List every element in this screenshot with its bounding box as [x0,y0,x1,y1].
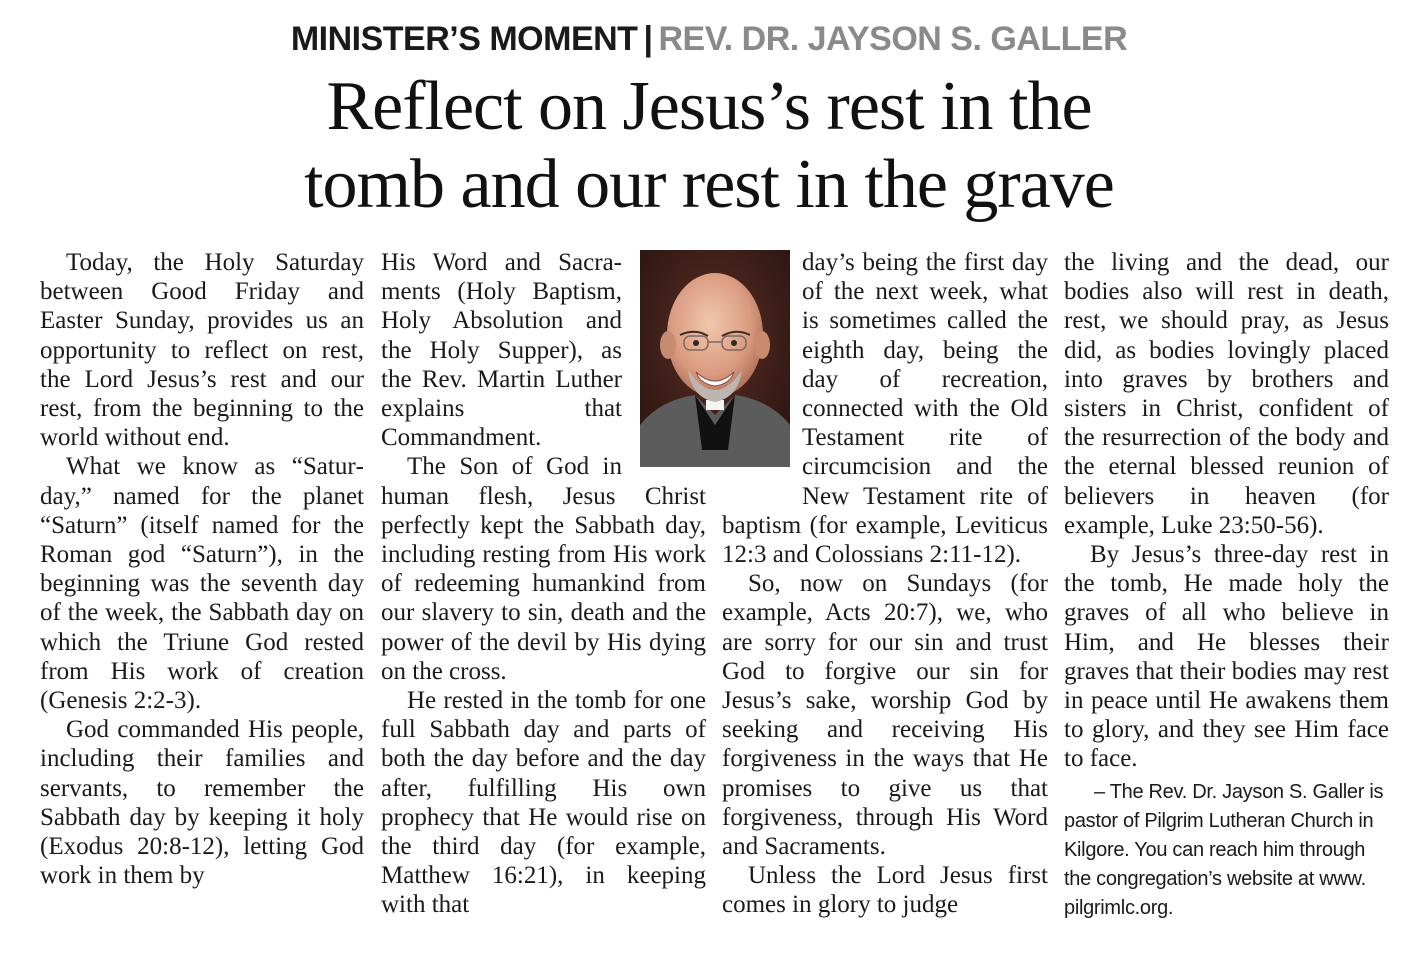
article-paragraph: He rested in the tomb for one full Sabbath day and parts of both the day before and the day after, fulfilling His own prophecy that He would rise on the third day (for example, Matthew 16:21), in keeping with that [381,687,706,919]
article-paragraph: the living and the dead, our bodies also will rest in death, rest, we should pray, as Jesus did, as bodies lovingly placed into graves by brothers and sisters in Christ, confident of the resurrection of the body and the eternal blessed reunion of believers in heaven (for example, Luke 23:50-56). [1064,249,1389,539]
article-paragraph: Unless the Lord Jesus first comes in glory to judge [722,862,1048,919]
article-paragraph: What we know as “Saturday,” named for the planet “Saturn” (itself named for the Roman god “Saturn”), in the beginning was the seventh day of the week, the Sabbath day on which the Triune God rested from His work of creation (Genesis 2:2-3). [40,453,364,715]
article-column-2 [381,248,706,920]
author-byline: REV. DR. JAYSON S. GALLER [658,20,1128,58]
author-bio-text: – The Rev. Dr. Jayson S. Galler is pastor of Pilgrim Lutheran Church in Kilgore. You can reach him through the congregation’s website at www. pilgrimlc.org. [1064,780,1384,919]
article-column-1 [40,248,364,890]
headline-line-1: Reflect on Jesus’s rest in the [326,68,1092,145]
article-column-4 [1064,248,1389,923]
article-paragraph: day’s being the first day of the next week, what is sometimes called the eighth day, being the day of recreation, connected with the Old Testament rite of circumcision and the New Testament rite of baptism (for example, Leviticus 12:3 and Colossians 2:11-12). [722,249,1048,569]
article-paragraph: By Jesus’s three-day rest in the tomb, He made holy the graves of all who believe in Him, and He blesses their graves that their bodies may rest in peace until He awakens them to glory, and they see Him face to face. [1064,541,1389,773]
headline-line-2: tomb and our rest in the grave [304,146,1114,223]
article-paragraph: The Son of God in human flesh, Jesus Christ perfectly kept the Sabbath day, including resting from His work of redeeming humankind from our slavery to sin, death and the power of the devil by His dying on the cross. [381,453,706,685]
column-label: MINISTER’S MOMENT [290,20,638,58]
kicker-separator: | [643,20,653,58]
photo-wrap-space [622,248,706,478]
article-column-3 [722,248,1048,920]
headline [0,68,1418,224]
article-paragraph: His Word and Sacraments (Holy Baptism, Holy Absolution and the Holy Supper), as the Rev. Martin Luther explains that Commandment. [381,249,622,452]
article-paragraph: Today, the Holy Saturday between Good Friday and Easter Sunday, provides us an opportunity to reflect on rest, the Lord Jesus’s rest and our rest, from the beginning to the world without end. [40,249,364,452]
article-paragraph: God commanded His people, including their families and servants, to remember the Sabbath day by keeping it holy (Exodus 20:8-12), letting God work in them by [40,716,364,890]
article-paragraph: So, now on Sundays (for example, Acts 20:7), we, who are sorry for our sin and trust God to forgive our sin for Jesus’s sake, worship God by seeking and receiving His forgiveness in the ways that He promises to give us that forgiveness, through His Word and Sacraments. [722,570,1048,861]
photo-wrap-space [722,248,802,508]
author-bio [1064,778,1389,923]
kicker [0,16,1418,62]
